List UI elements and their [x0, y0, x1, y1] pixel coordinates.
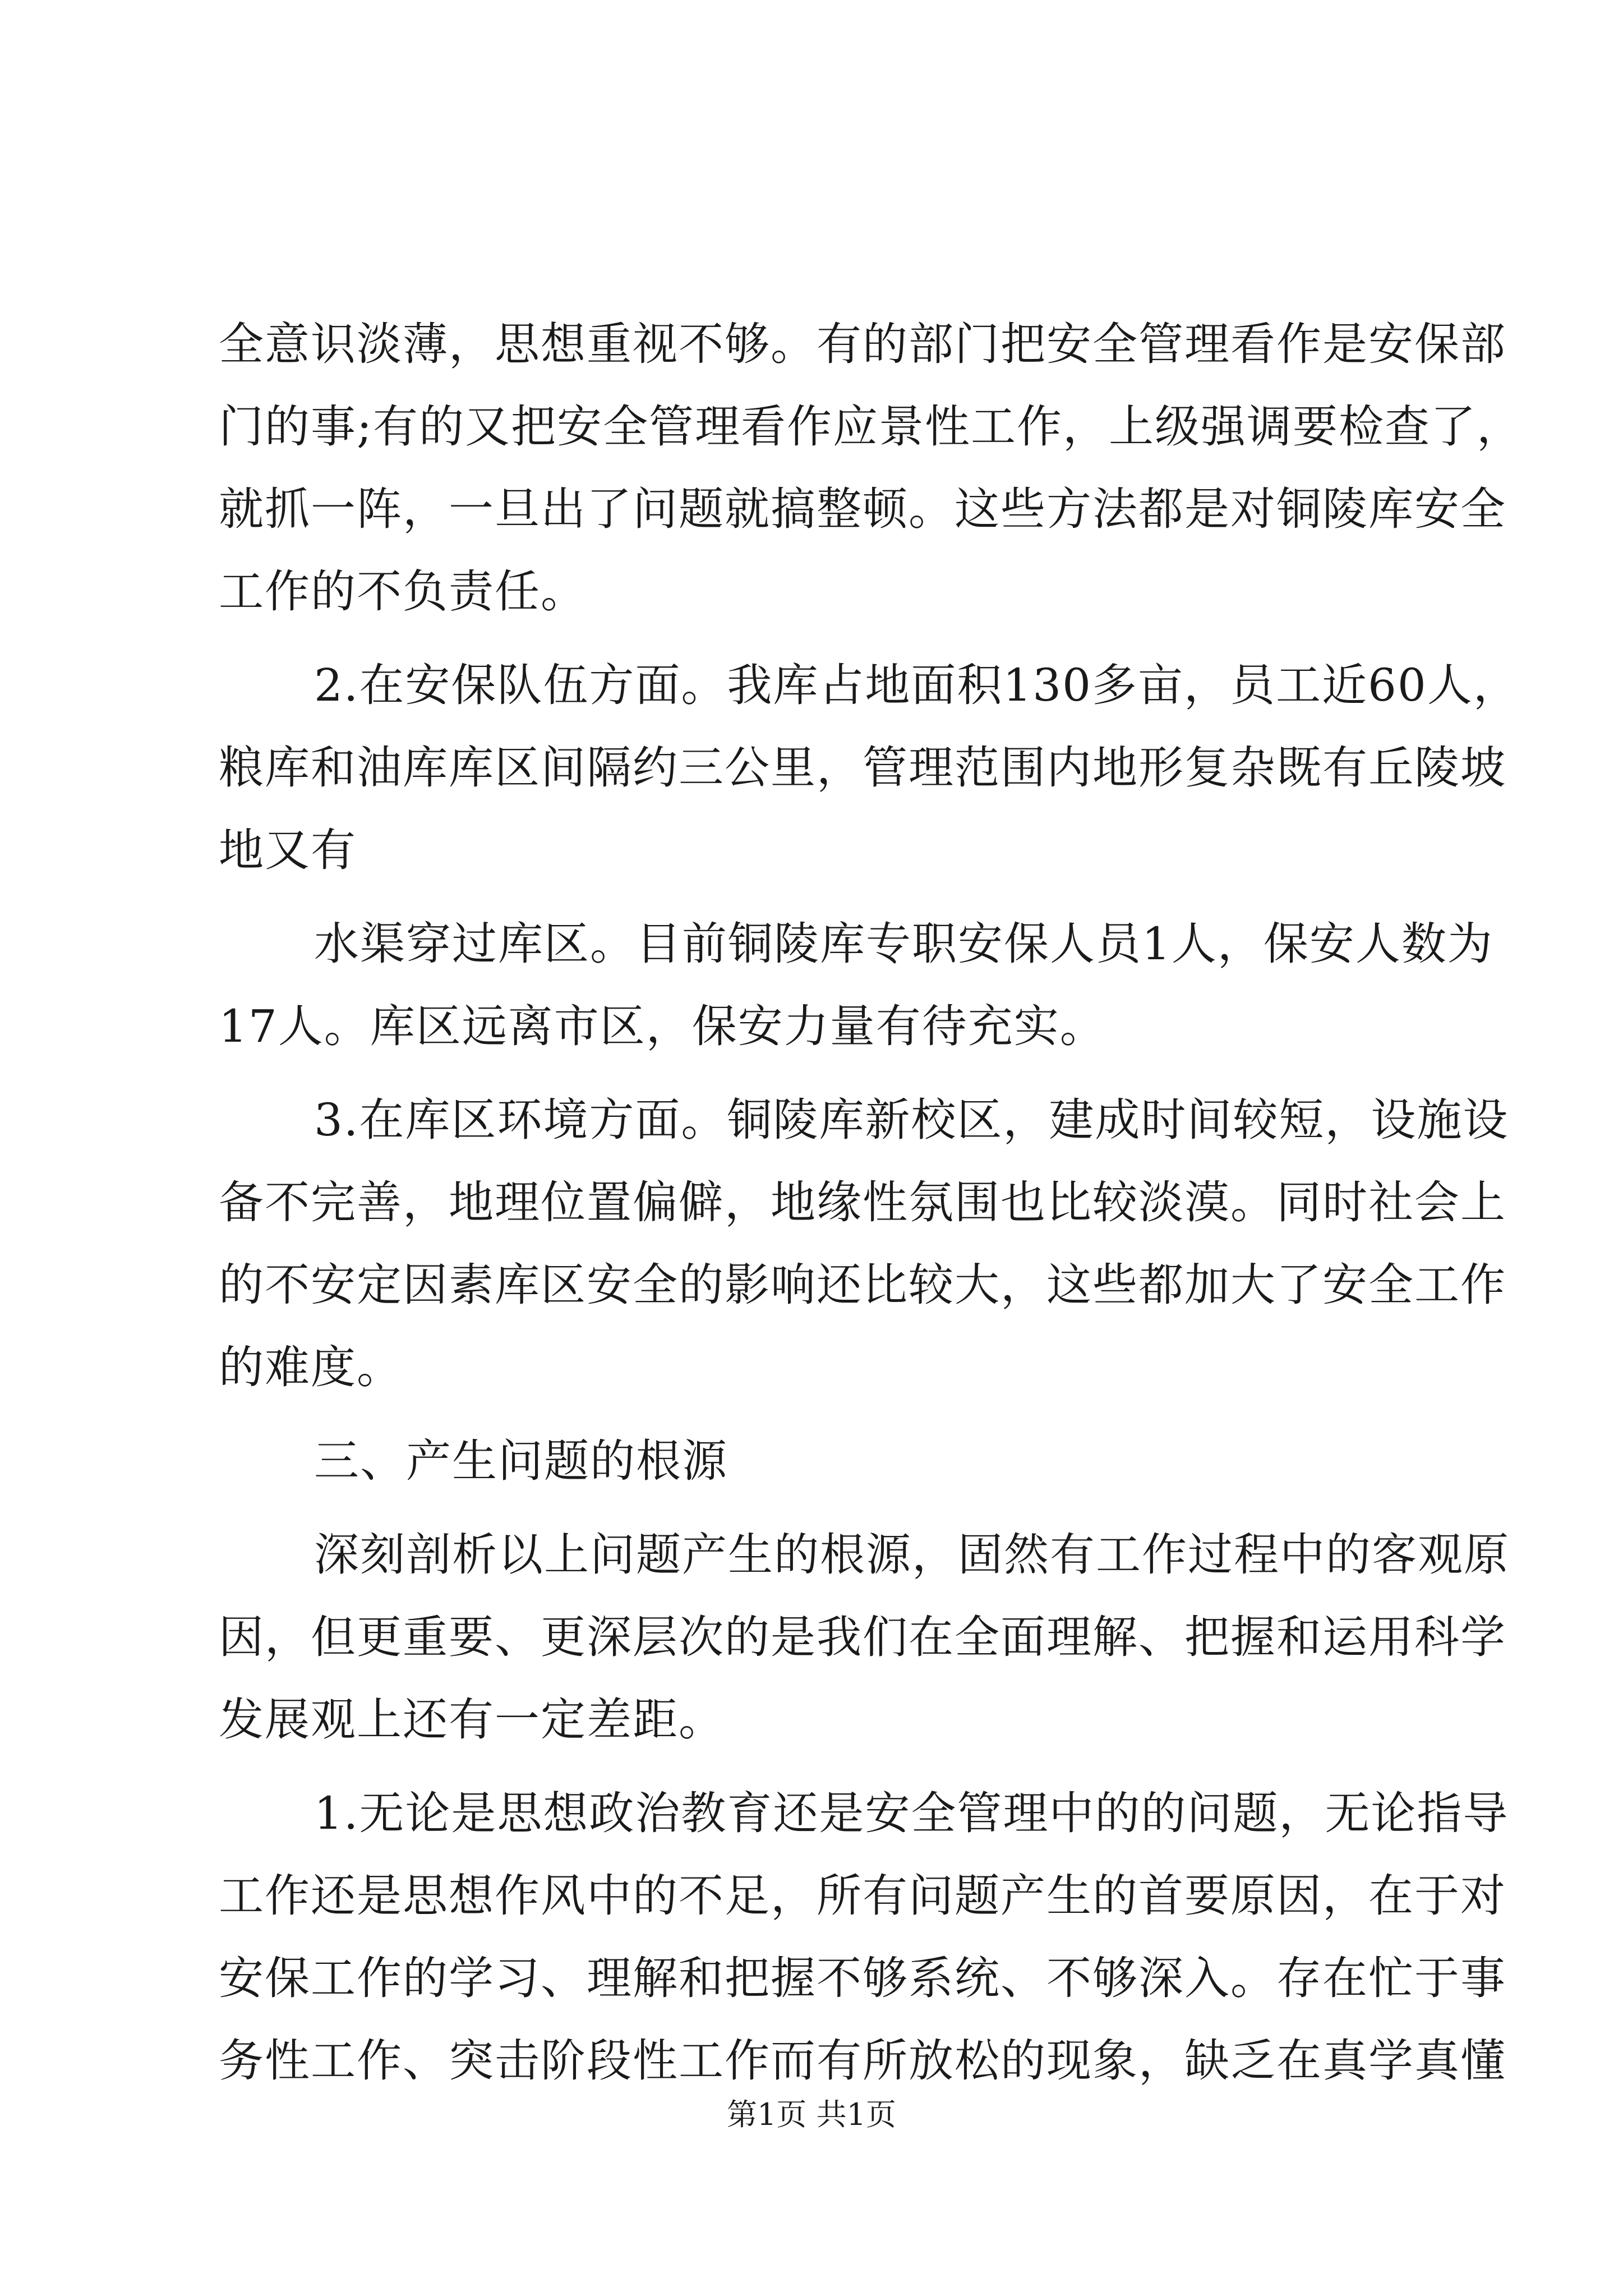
- section-heading: 三、产生问题的根源: [314, 1435, 728, 1487]
- text-line: 安保工作的学习、理解和把握不够系统、不够深入。存在忙于事: [219, 1952, 1506, 2004]
- text-line: 因，但更重要、更深层次的是我们在全面理解、把握和运用科学: [219, 1611, 1506, 1663]
- text-line: 务性工作、突击阶段性工作而有所放松的现象，缺乏在真学真懂: [219, 2035, 1506, 2087]
- text-line: 工作还是思想作风中的不足，所有问题产生的首要原因，在于对: [219, 1870, 1506, 1922]
- paragraph-start-line: 水渠穿过库区。目前铜陵库专职安保人员1人，保安人数为: [314, 918, 1493, 970]
- text-line: 地又有: [219, 824, 357, 876]
- text-line: 的难度。: [219, 1341, 403, 1393]
- page-number-label: 第1页 共1页: [727, 2097, 896, 2132]
- text-line: 17人。库区远离市区，保安力量有待充实。: [219, 1000, 1106, 1052]
- text-line: 工作的不负责任。: [219, 565, 587, 618]
- text-line: 就抓一阵，一旦出了问题就搞整顿。这些方法都是对铜陵库安全: [219, 483, 1506, 535]
- paragraph-start-line: 2.在安保队伍方面。我库占地面积130多亩，员工近60人，: [314, 659, 1519, 711]
- page-footer: [0, 2095, 1623, 2134]
- text-line: 的不安定因素库区安全的影响还比较大，这些都加大了安全工作: [219, 1259, 1506, 1311]
- text-line: 备不完善，地理位置偏僻，地缘性氛围也比较淡漠。同时社会上: [219, 1176, 1506, 1228]
- text-line: 全意识淡薄，思想重视不够。有的部门把安全管理看作是安保部: [219, 318, 1506, 370]
- text-line: 发展观上还有一定差距。: [219, 1694, 725, 1746]
- text-line: 门的事;有的又把安全管理看作应景性工作，上级强调要检查了，: [219, 401, 1523, 453]
- paragraph-start-line: 3.在库区环境方面。铜陵库新校区，建成时间较短，设施设: [314, 1094, 1509, 1146]
- text-line: 粮库和油库库区间隔约三公里，管理范围内地形复杂既有丘陵坡: [219, 742, 1506, 794]
- document-body: [219, 303, 1523, 2102]
- paragraph-start-line: 1.无论是思想政治教育还是安全管理中的的问题，无论指导: [314, 1787, 1509, 1839]
- paragraph-start-line: 深刻剖析以上问题产生的根源，固然有工作过程中的客观原: [314, 1529, 1510, 1581]
